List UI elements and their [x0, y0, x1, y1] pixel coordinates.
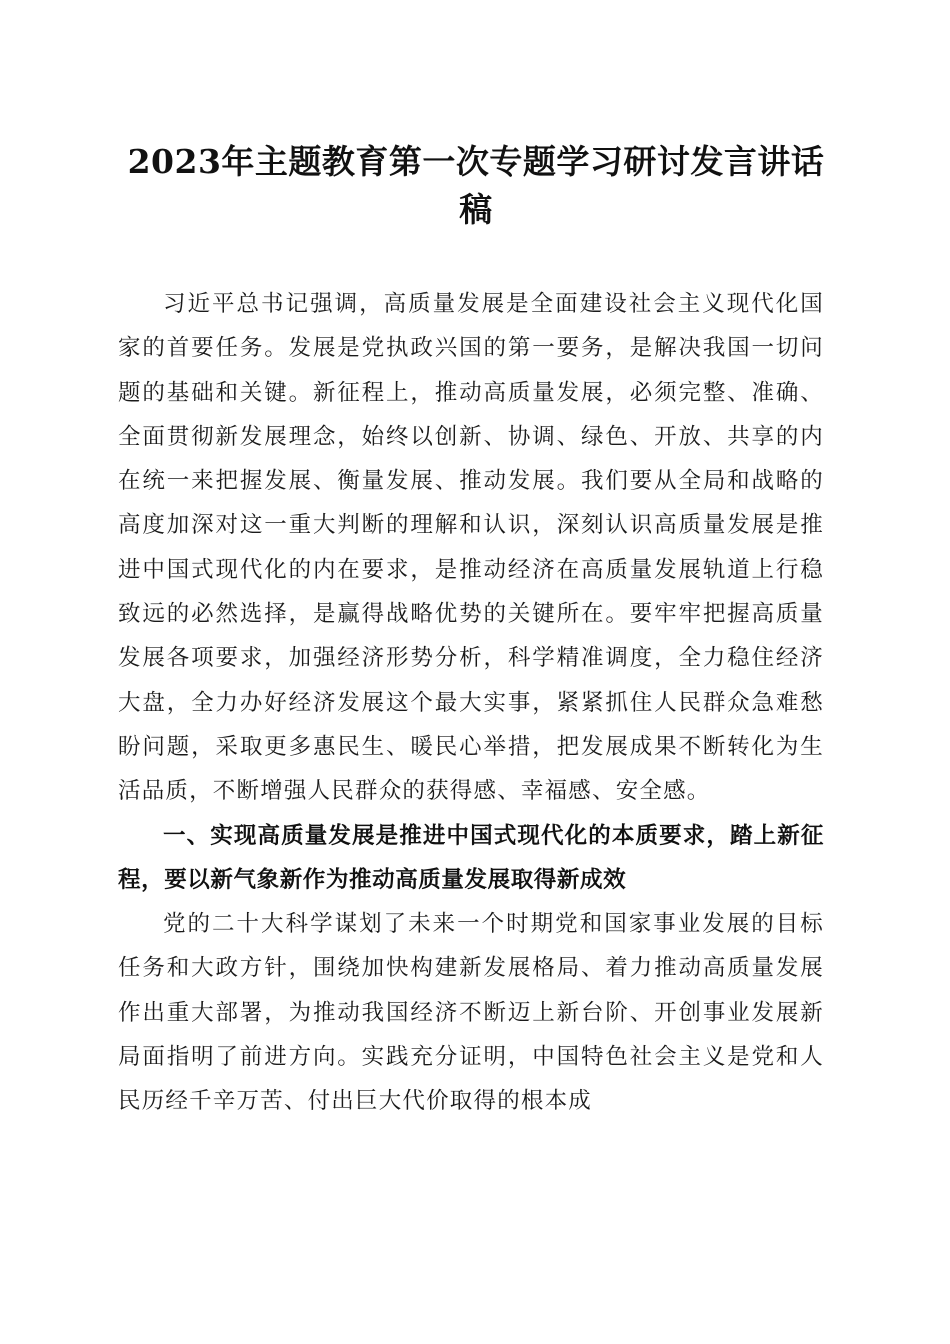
section-1-paragraph: 党的二十大科学谋划了未来一个时期党和国家事业发展的目标任务和大政方针，围绕加快构建新发展格局、着力推动高质量发展作出重大部署，为推动我国经济不断迈上新台阶、开创事业发展新局面指明了前进方向。实践充分证明，中国特色社会主义是党和人民历经千辛万苦、付出巨大代价取得的根本成	[118, 911, 824, 1115]
section-heading-1: 一、实现高质量发展是推进中国式现代化的本质要求，踏上新征程，要以新气象新作为推动高质量发展取得新成效	[118, 822, 824, 893]
document-title: 2023年主题教育第一次专题学习研讨发言讲话稿	[127, 142, 825, 229]
intro-paragraph: 习近平总书记强调，高质量发展是全面建设社会主义现代化国家的首要任务。发展是党执政兴国的第一要务，是解决我国一切问题的基础和关键。新征程上，推动高质量发展，必须完整、准确、全面贯彻新发展理念，始终以创新、协调、绿色、开放、共享的内在统一来把握发展、衡量发展、推动发展。我们要从全局和战略的高度加深对这一重大判断的理解和认识，深刻认识高质量发展是推进中国式现代化的内在要求，是推动经济在高质量发展轨道上行稳致远的必然选择，是赢得战略优势的关键所在。要牢牢把握高质量发展各项要求，加强经济形势分析，科学精准调度，全力稳住经济大盘，全力办好经济发展这个最大实事，紧紧抓住人民群众急难愁盼问题，采取更多惠民生、暖民心举措，把发展成果不断转化为生活品质，不断增强人民群众的获得感、幸福感、安全感。	[118, 291, 824, 805]
document-body	[118, 282, 824, 1124]
